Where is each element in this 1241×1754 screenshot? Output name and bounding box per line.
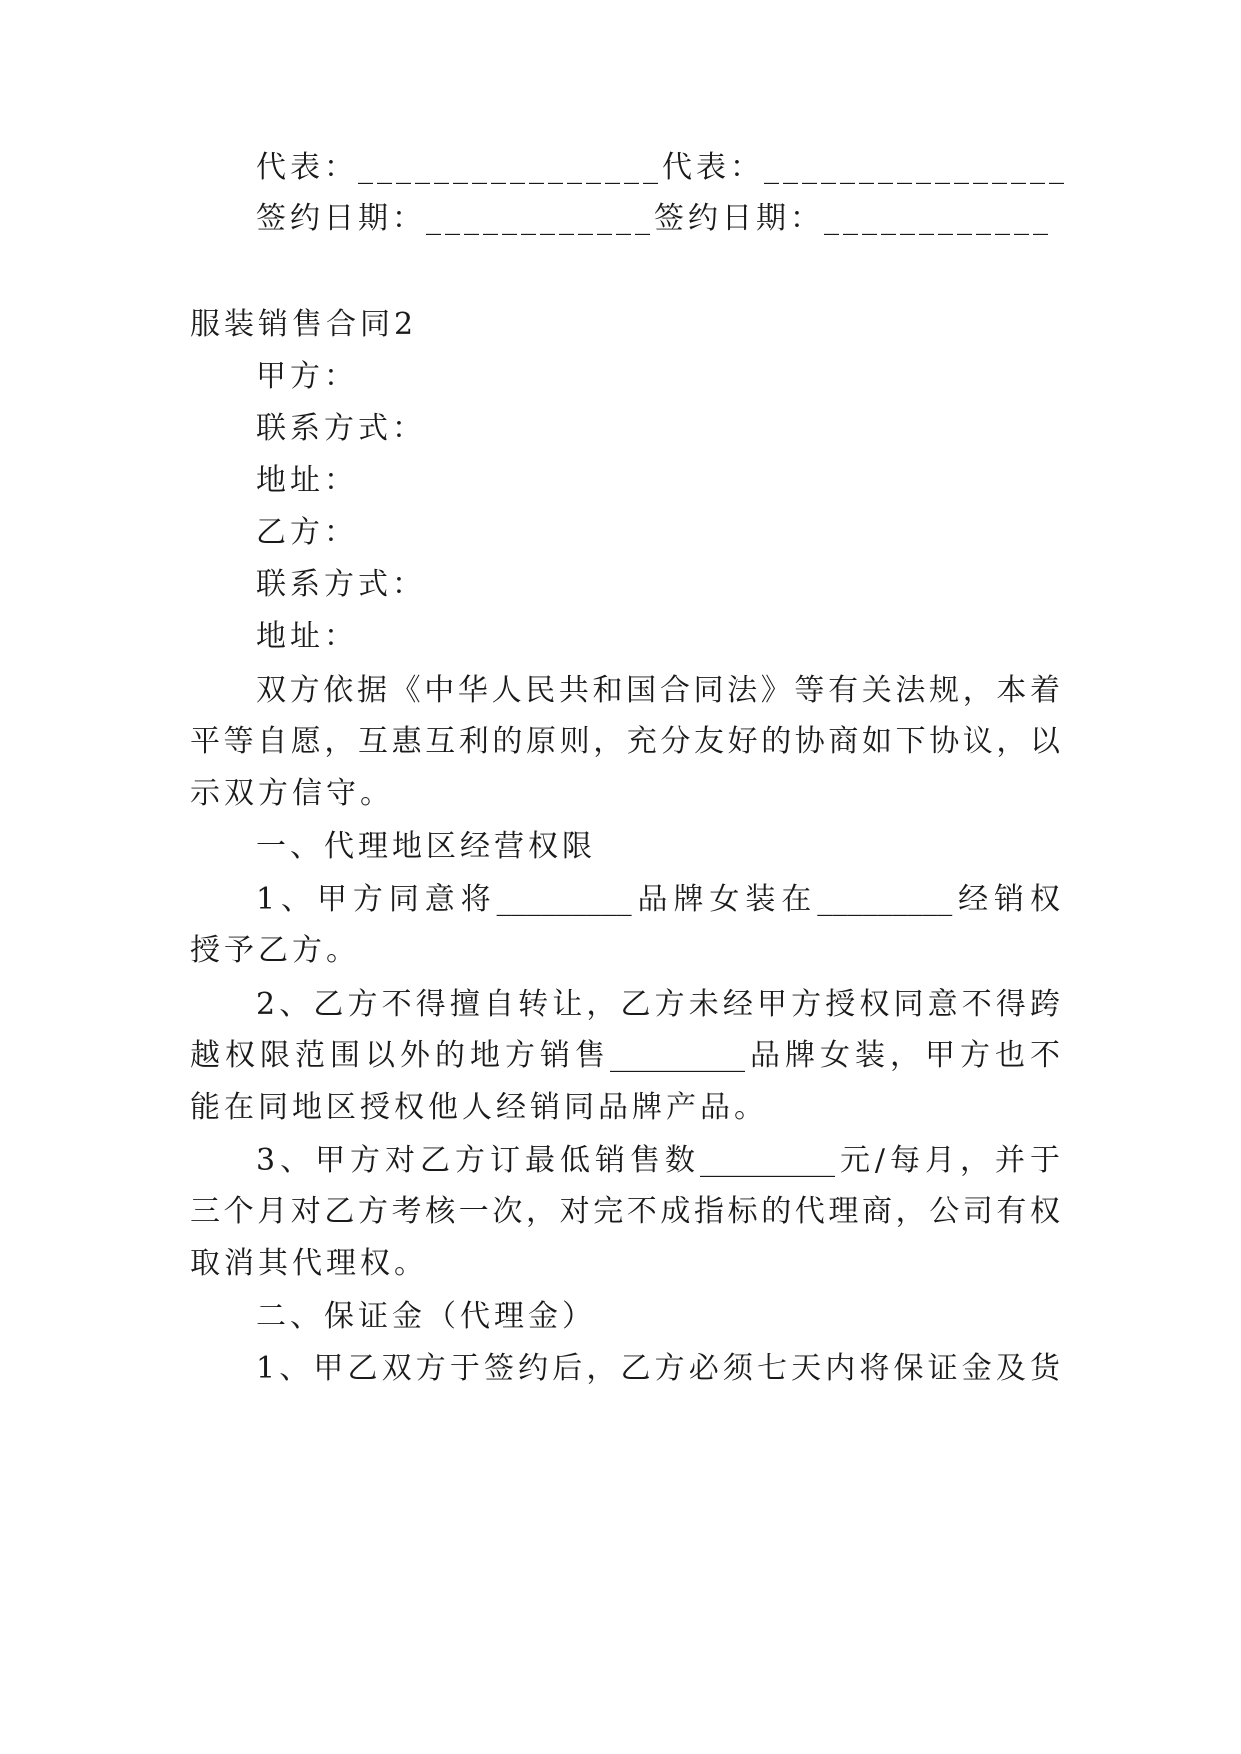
section-1-item-2-line-1: 2、乙方不得擅自转让，乙方未经甲方授权同意不得跨 (256, 987, 1060, 1022)
section-1-item-1-line-2: 授予乙方。 (190, 933, 360, 968)
party-a-address-label: 地址： (256, 463, 358, 498)
party-a-contact-label: 联系方式： (256, 411, 426, 446)
representative-signature-line: 代表：________________代表：________________ (256, 150, 1068, 185)
section-1-item-3-line-3: 取消其代理权。 (190, 1246, 428, 1281)
party-b-contact-label: 联系方式： (256, 567, 426, 602)
section-2-item-1-line-1: 1、甲乙双方于签约后，乙方必须七天内将保证金及货 (256, 1351, 1060, 1386)
contract-title: 服装销售合同2 (190, 307, 418, 342)
party-b-address-label: 地址： (256, 619, 358, 654)
preamble-line-2: 平等自愿，互惠互利的原则，充分友好的协商如下协议，以 (190, 724, 1060, 759)
section-1-item-2-line-2: 越权限范围以外的地方销售_________品牌女装，甲方也不 (190, 1038, 1060, 1073)
party-a-label: 甲方： (256, 359, 358, 394)
signing-date-line: 签约日期：____________签约日期：____________ (256, 201, 1052, 236)
section-1-heading: 一、代理地区经营权限 (256, 829, 596, 864)
preamble-line-1: 双方依据《中华人民共和国合同法》等有关法规，本着 (256, 673, 1060, 708)
section-1-item-3-line-1: 3、甲方对乙方订最低销售数_________元/每月，并于 (256, 1143, 1060, 1178)
section-2-heading: 二、保证金（代理金） (256, 1299, 596, 1334)
section-1-item-2-line-3: 能在同地区授权他人经销同品牌产品。 (190, 1090, 768, 1125)
section-1-item-3-line-2: 三个月对乙方考核一次，对完不成指标的代理商，公司有权 (190, 1194, 1060, 1229)
preamble-line-3: 示双方信守。 (190, 776, 394, 811)
section-1-item-1-line-1: 1、甲方同意将_________品牌女装在_________经销权 (256, 882, 1060, 917)
party-b-label: 乙方： (256, 515, 358, 550)
